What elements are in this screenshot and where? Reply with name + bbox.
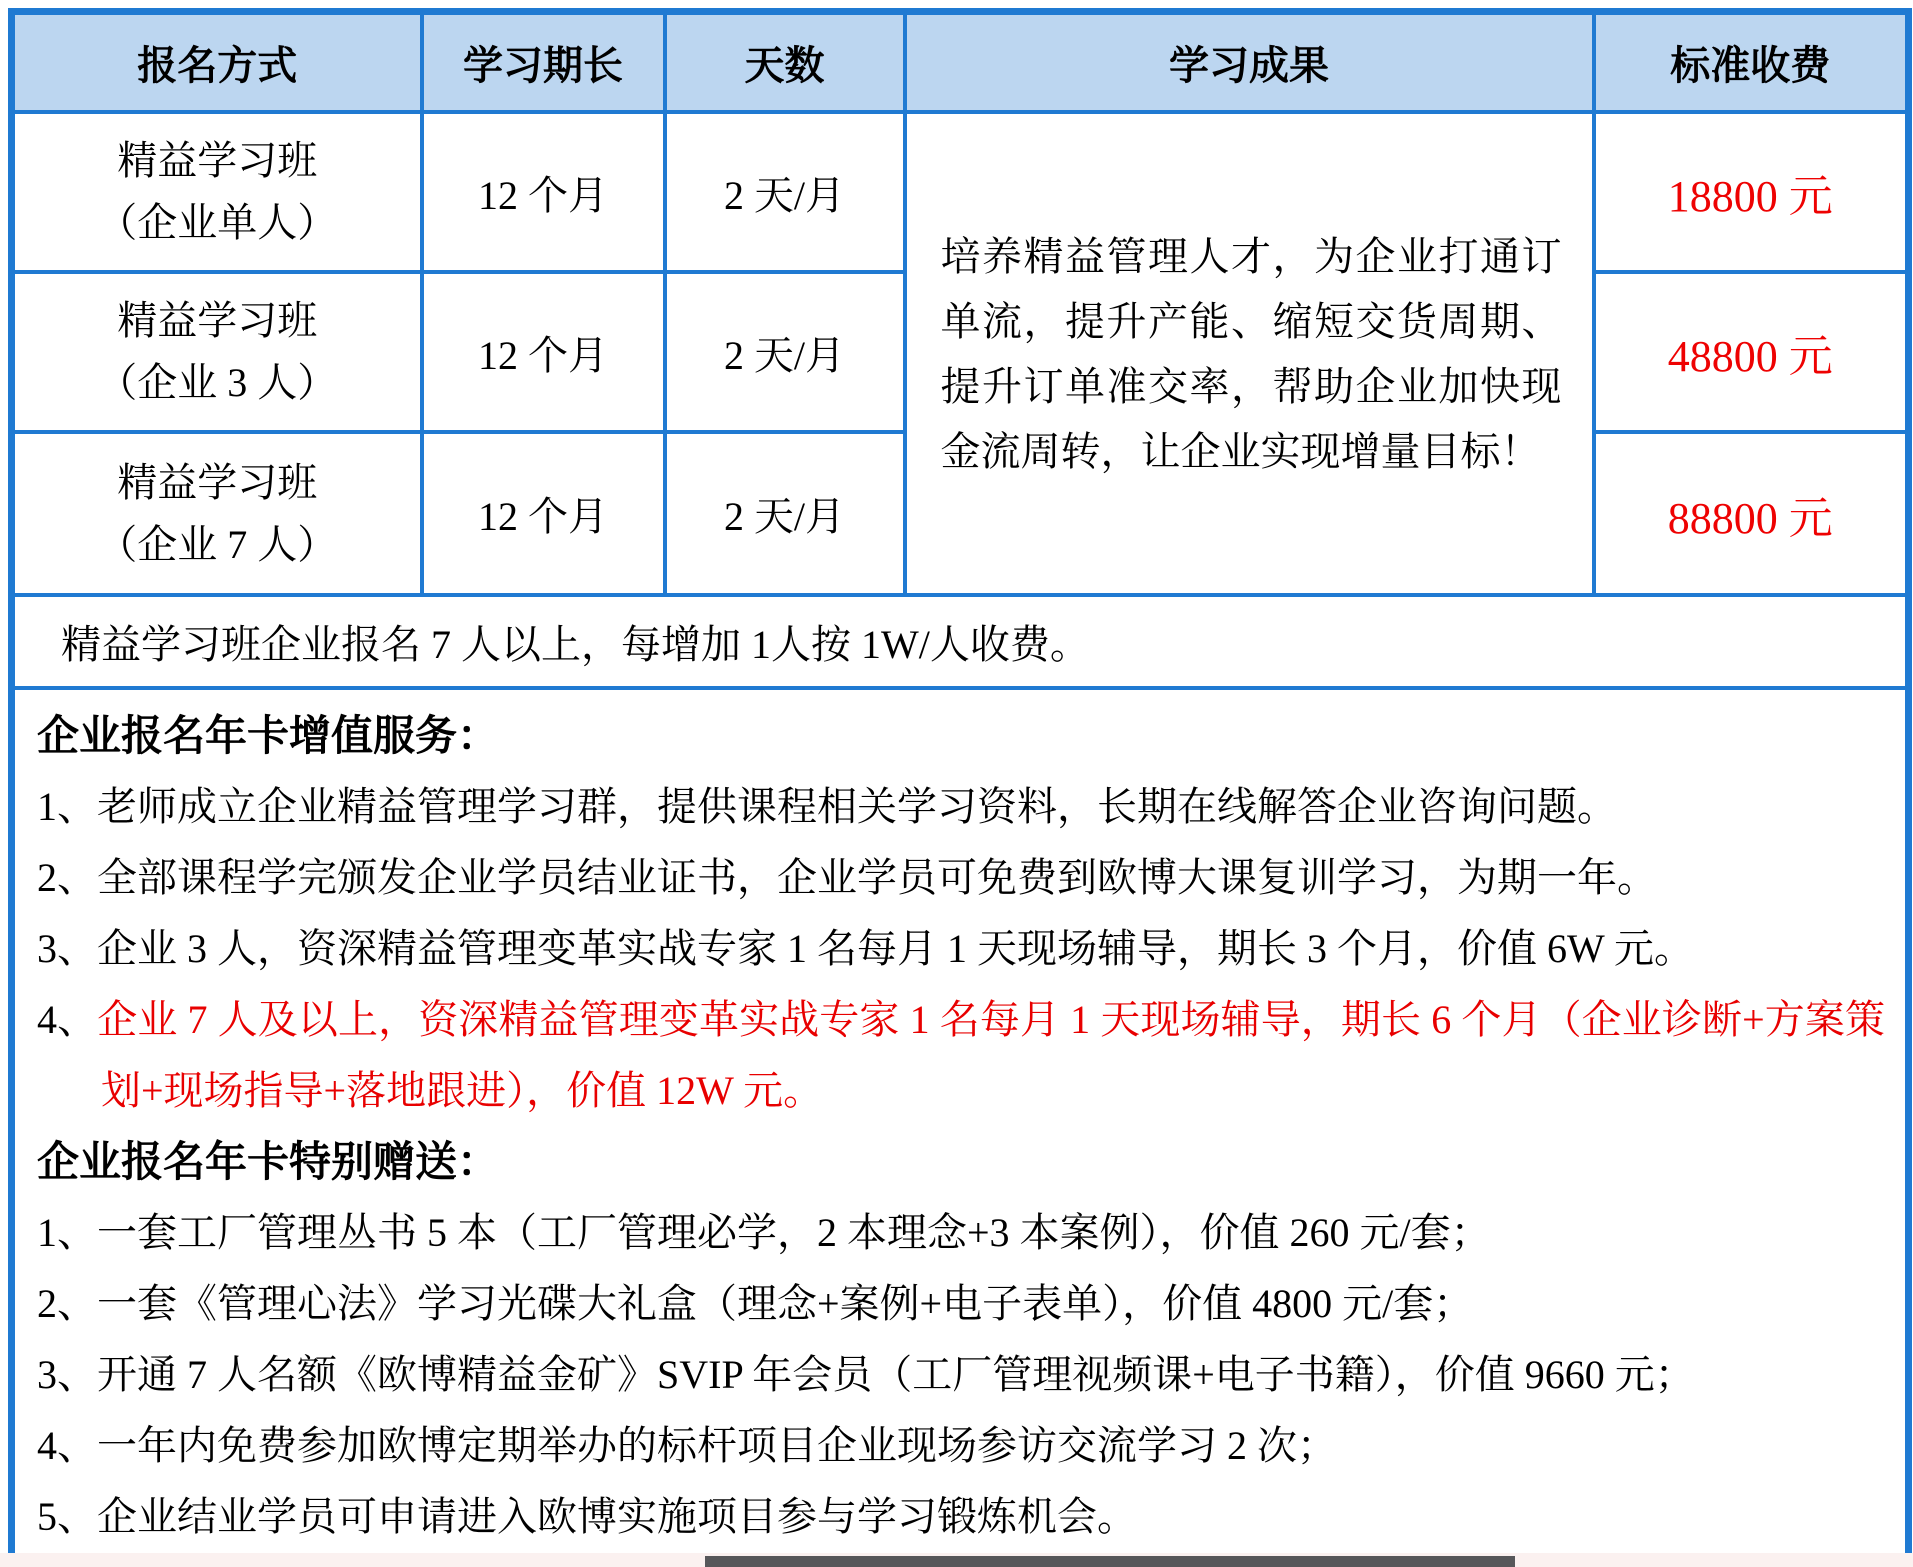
program-variant: （企业 7 人） xyxy=(97,521,338,567)
list-marker: 4、 xyxy=(37,997,98,1042)
benefits-row xyxy=(12,688,1909,1564)
service-item-text: 企业 3 人，资深精益管理变革实战专家 1 名每月 1 天现场辅导，期长 3 个月，价值 6W 元。 xyxy=(97,926,1695,971)
list-marker: 2、 xyxy=(37,855,97,900)
duration-cell: 12 个月 xyxy=(422,112,665,272)
program-name: 精益学习班 xyxy=(117,459,318,505)
service-item-text: 全部课程学完颁发企业学员结业证书，企业学员可免费到欧博大课复训学习，为期一年。 xyxy=(97,855,1657,900)
fee-cell-3person: 48800 元 xyxy=(1594,272,1909,432)
days-cell: 2 天/月 xyxy=(665,432,905,595)
header-standard-fee: 标准收费 xyxy=(1594,12,1909,113)
list-marker: 3、 xyxy=(37,926,97,971)
service-item-text: 老师成立企业精益管理学习群，提供课程相关学习资料，长期在线解答企业咨询问题。 xyxy=(97,784,1617,829)
program-cell-3person xyxy=(12,272,422,432)
fee-cell-single: 18800 元 xyxy=(1594,112,1909,272)
gift-item-text: 企业结业学员可申请进入欧博实施项目参与学习锻炼机会。 xyxy=(97,1494,1137,1539)
fee-cell-7person: 88800 元 xyxy=(1594,432,1909,595)
service-item-4-highlighted xyxy=(37,984,1885,1126)
gift-item-text: 一套工厂管理丛书 5 本（工厂管理必学，2 本理念+3 本案例），价值 260 元/套； xyxy=(97,1210,1491,1255)
duration-cell: 12 个月 xyxy=(422,432,665,595)
gift-item-1 xyxy=(37,1197,1885,1268)
header-learning-outcome: 学习成果 xyxy=(905,12,1594,113)
program-cell-7person xyxy=(12,432,422,595)
service-item-1 xyxy=(37,771,1885,842)
gift-item-text: 一年内免费参加欧博定期举办的标杆项目企业现场参访交流学习 2 次； xyxy=(97,1423,1337,1468)
header-study-duration: 学习期长 xyxy=(422,12,665,113)
enrollment-pricing-table xyxy=(8,8,1912,1567)
list-marker: 4、 xyxy=(37,1423,97,1468)
header-days: 天数 xyxy=(665,12,905,113)
extra-person-note-row xyxy=(12,595,1909,688)
gift-item-3 xyxy=(37,1339,1885,1410)
gift-item-2 xyxy=(37,1268,1885,1339)
program-variant: （企业单人） xyxy=(97,200,338,245)
learning-outcome-cell: 培养精益管理人才，为企业打通订单流，提升产能、缩短交货周期、提升订单准交率，帮助企业加快现金流周转，让企业实现增量目标！ xyxy=(905,112,1594,595)
duration-cell: 12 个月 xyxy=(422,272,665,432)
table-row xyxy=(12,112,1909,272)
program-variant: （企业 3 人） xyxy=(97,360,338,405)
list-marker: 3、 xyxy=(37,1352,97,1397)
service-item-2 xyxy=(37,842,1885,913)
benefits-cell xyxy=(12,688,1909,1564)
table-header-row xyxy=(12,12,1909,113)
program-name: 精益学习班 xyxy=(117,138,318,183)
list-marker: 1、 xyxy=(37,784,97,829)
value-added-services-title: 企业报名年卡增值服务： xyxy=(37,712,500,759)
extra-person-note: 精益学习班企业报名 7 人以上，每增加 1人按 1W/人收费。 xyxy=(12,595,1909,688)
days-cell: 2 天/月 xyxy=(665,272,905,432)
bottom-edge-darkbar xyxy=(705,1556,1515,1567)
gift-item-5 xyxy=(37,1481,1885,1552)
header-enrollment-method: 报名方式 xyxy=(12,12,422,113)
service-item-text-red: 企业 7 人及以上，资深精益管理变革实战专家 1 名每月 1 天现场辅导，期长 6 个月（企业诊断+方案策划+现场指导+落地跟进），价值 12W 元。 xyxy=(97,997,1885,1113)
list-marker: 2、 xyxy=(37,1281,97,1326)
program-cell-single xyxy=(12,112,422,272)
gift-item-text: 一套《管理心法》学习光碟大礼盒（理念+案例+电子表单），价值 4800 元/套； xyxy=(97,1281,1474,1326)
gift-item-text: 开通 7 人名额《欧博精益金矿》SVIP 年会员（工厂管理视频课+电子书籍），价值 9660 元； xyxy=(97,1352,1695,1397)
special-gifts-title: 企业报名年卡特别赠送： xyxy=(37,1138,500,1185)
list-marker: 5、 xyxy=(37,1494,97,1539)
list-marker: 1、 xyxy=(37,1210,97,1255)
program-name: 精益学习班 xyxy=(117,298,318,343)
gift-item-4 xyxy=(37,1410,1885,1481)
service-item-3 xyxy=(37,913,1885,984)
days-cell: 2 天/月 xyxy=(665,112,905,272)
